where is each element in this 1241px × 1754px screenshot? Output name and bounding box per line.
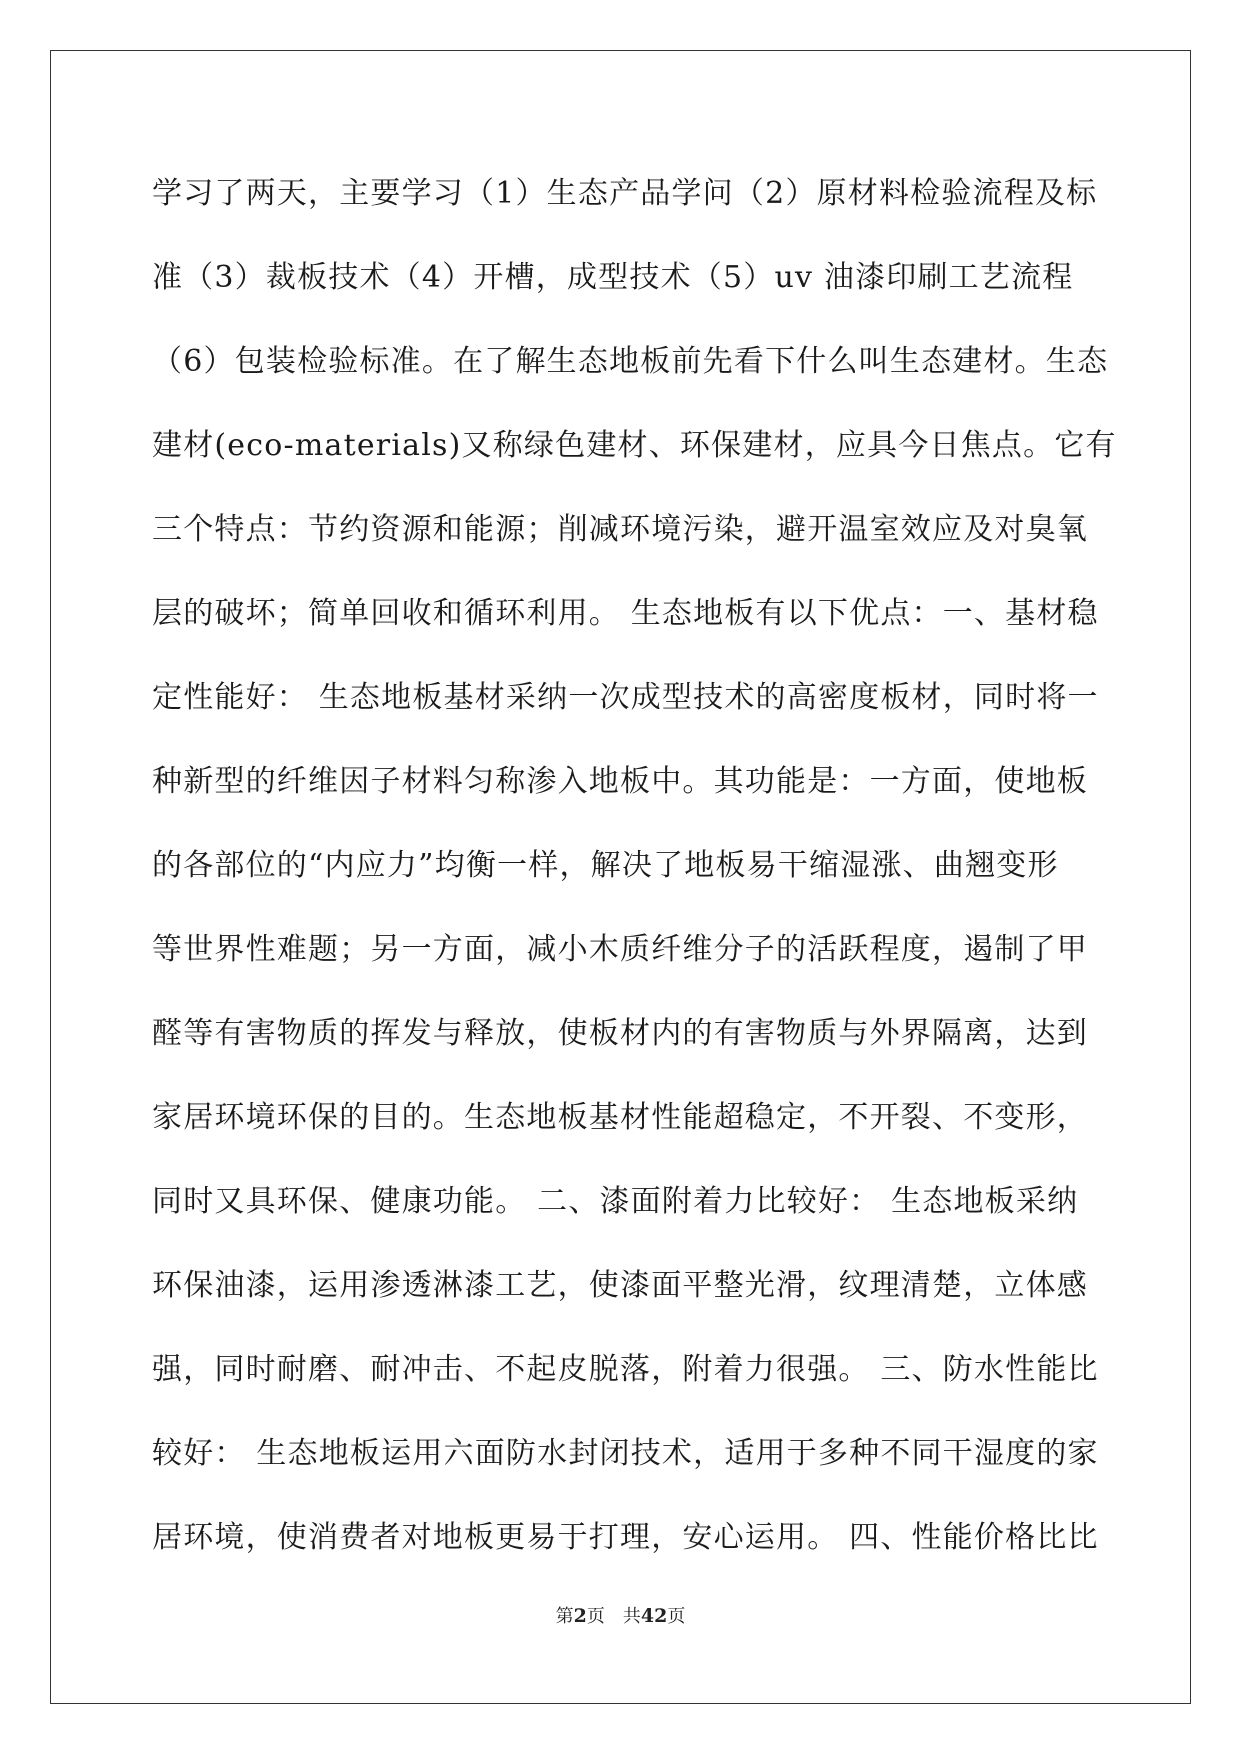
total-suffix: 页 bbox=[667, 1606, 686, 1627]
paragraph-line: 同时又具环保、健康功能。 二、漆面附着力比较好： 生态地板采纳 bbox=[152, 1184, 1079, 1219]
page-prefix: 第 bbox=[555, 1606, 574, 1627]
page-footer bbox=[0, 1604, 1241, 1629]
paragraph-line: 层的破坏；简单回收和循环利用。 生态地板有以下优点：一、基材稳 bbox=[152, 596, 1099, 631]
paragraph-line: 定性能好： 生态地板基材采纳一次成型技术的高密度板材，同时将一 bbox=[152, 680, 1099, 715]
paragraph-line: 学习了两天，主要学习（1）生态产品学问（2）原材料检验流程及标 bbox=[152, 176, 1098, 211]
paragraph-line: 建材(eco-materials)又称绿色建材、环保建材，应具今日焦点。它有 bbox=[152, 428, 1117, 463]
paragraph-line: 醛等有害物质的挥发与释放，使板材内的有害物质与外界隔离，达到 bbox=[152, 1016, 1088, 1051]
body-paragraph bbox=[152, 152, 1117, 1580]
page-suffix: 页 bbox=[586, 1606, 605, 1627]
paragraph-line: 强，同时耐磨、耐冲击、不起皮脱落，附着力很强。 三、防水性能比 bbox=[152, 1352, 1099, 1387]
paragraph-line: （6）包装检验标准。在了解生态地板前先看下什么叫生态建材。生态 bbox=[152, 344, 1109, 379]
total-prefix: 共 bbox=[622, 1606, 641, 1627]
paragraph-line: 居环境，使消费者对地板更易于打理，安心运用。 四、性能价格比比 bbox=[152, 1520, 1099, 1555]
paragraph-line: 环保油漆，运用渗透淋漆工艺，使漆面平整光滑，纹理清楚，立体感 bbox=[152, 1268, 1088, 1303]
paragraph-line: 种新型的纤维因子材料匀称渗入地板中。其功能是：一方面，使地板 bbox=[152, 764, 1088, 799]
paragraph-line: 较好： 生态地板运用六面防水封闭技术，适用于多种不同干湿度的家 bbox=[152, 1436, 1099, 1471]
total-pages: 42 bbox=[640, 1605, 668, 1627]
paragraph-line: 准（3）裁板技术（4）开槽，成型技术（5）uv 油漆印刷工艺流程 bbox=[152, 260, 1074, 295]
paragraph-line: 等世界性难题；另一方面，减小木质纤维分子的活跃程度，遏制了甲 bbox=[152, 932, 1088, 967]
paragraph-line: 家居环境环保的目的。生态地板基材性能超稳定，不开裂、不变形， bbox=[152, 1100, 1088, 1135]
paragraph-line: 的各部位的“内应力”均衡一样，解决了地板易干缩湿涨、曲翘变形 bbox=[152, 848, 1059, 883]
page-number: 2 bbox=[573, 1605, 587, 1627]
paragraph-line: 三个特点：节约资源和能源；削减环境污染，避开温室效应及对臭氧 bbox=[152, 512, 1088, 547]
